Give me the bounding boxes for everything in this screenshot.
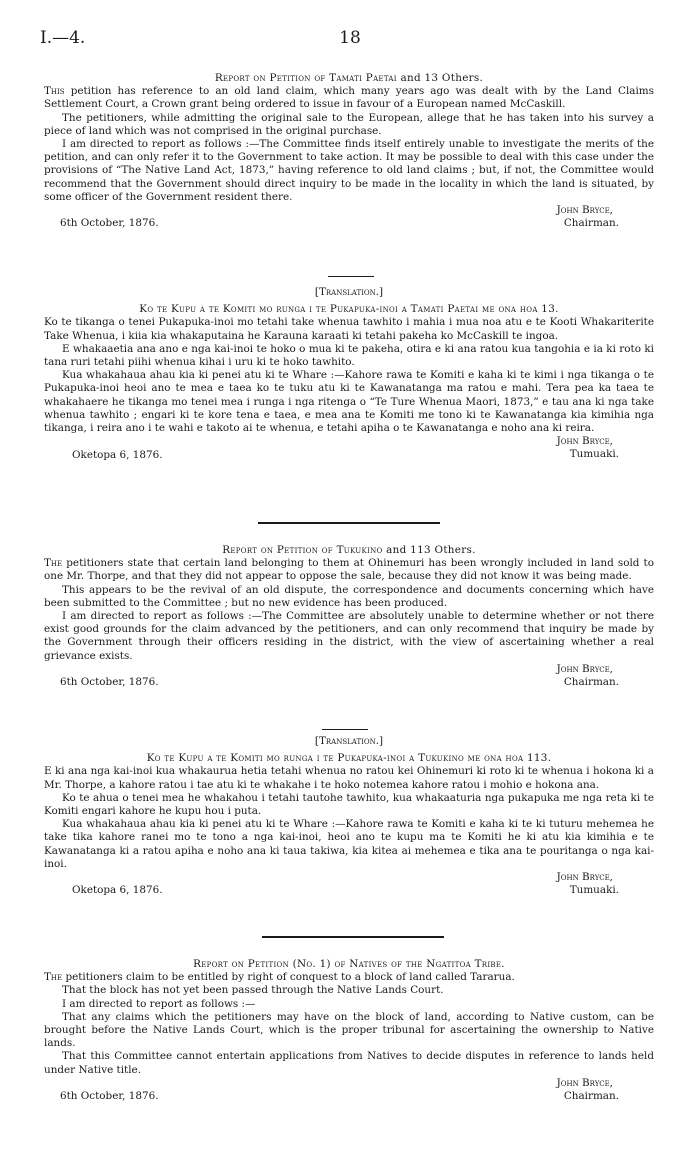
report-date: 6th October, 1876. bbox=[60, 1090, 159, 1103]
section-divider bbox=[258, 522, 440, 524]
paragraph: That this Committee cannot entertain applications from Natives to decide disputes in reference to lands held under Native title. bbox=[44, 1050, 654, 1076]
paragraph: Ko te tikanga o tenei Pukapuka-inoi mo tetahi take whenua tawhito i mahia i mua noa atu e te Kooti Whakariterite Take Whenua, i kiia kia whakaputaina he Karauna karaati ki tetahi pakeha ko McCaskill te ingoa. bbox=[44, 316, 654, 342]
report-title bbox=[44, 544, 654, 557]
signatory-name: John Bryce, bbox=[556, 871, 613, 884]
signatory-role: Tumuaki. bbox=[569, 448, 619, 461]
paragraph: That the block has not yet been passed through the Native Lands Court. bbox=[62, 984, 444, 997]
paragraph: This petition has reference to an old land claim, which many years ago was dealt with by the Land Claims Settlement Court, a Crown grant being ordered to issue in favour of a European named McCaskill. bbox=[44, 85, 654, 111]
report-date: Oketopa 6, 1876. bbox=[72, 884, 163, 897]
translation-tukukino bbox=[44, 735, 654, 898]
title-suffix: and 13 Others. bbox=[396, 72, 484, 84]
translation-label: [Translation.] bbox=[314, 735, 384, 747]
signatory-role: Chairman. bbox=[563, 1090, 619, 1103]
signatory-name: John Bryce, bbox=[556, 1076, 613, 1089]
paragraph: E ki ana nga kai-inoi kua whakaurua hetia tetahi whenua no ratou kei Ohinemuri ki roto ki te whenua i hokona ki a Mr. Thorpe, a kahore ratou i tae atu ki te whakahe i te hoko notemea kahore ratou i mohio e hokona ana. bbox=[44, 765, 654, 791]
petitioner-name: Natives of the Ngatitoa Tribe. bbox=[349, 958, 505, 970]
title-prefix: Report on Petition of bbox=[222, 544, 337, 556]
page-number: 18 bbox=[339, 28, 361, 48]
signatory-role: Tumuaki. bbox=[569, 884, 619, 897]
translation-title: Ko te Kupu a te Komiti mo runga i te Pukapuka-inoi a Tamati Paetai me ona hoa 13. bbox=[139, 303, 559, 316]
report-date: Oketopa 6, 1876. bbox=[72, 448, 163, 461]
report-date: 6th October, 1876. bbox=[60, 676, 159, 689]
signatory-role: Chairman. bbox=[563, 217, 619, 230]
paper-reference: I.—4. bbox=[40, 28, 86, 48]
signatory-name: John Bryce, bbox=[556, 662, 613, 675]
report-date: 6th October, 1876. bbox=[60, 217, 159, 230]
translation-title: Ko te Kupu a te Komiti mo runga i te Pukapuka-inoi a Tukukino me ona hoa 113. bbox=[146, 752, 552, 765]
report-tukukino bbox=[44, 544, 654, 689]
lead-word: The bbox=[44, 971, 63, 984]
petitioner-name: Tukukino bbox=[336, 544, 383, 556]
paragraph: I am directed to report as follows :—The Committee finds itself entirely unable to investigate the merits of the petition, and can only refer it to the Government to take action. It may be possible to deal with this case under the provisions of “The Native Land Act, 1873,” having reference to old land claims ; but, if not, the Committee would recommend that the Government should direct inquiry to be made in the locality in which the land is situated, by some officer of the Government resident there. bbox=[44, 138, 654, 203]
paragraph: Kua whakahaua ahau kia ki penei atu ki te Whare :—Kahore rawa te Komiti e kaha ki te kimi i nga tikanga o te Pukapuka-inoi heoi ano te mea e taea ko te tuku atu ki te Kawanatanga ma ratou e mahi. Tera pea ka taea te whakahaere he tikanga mo tenei mea i runga i nga ritenga o “Te Ture Whenua Maori, 1873,” e tau ana ki nga take whenua tawhito ; engari ki te kore tena e taea, e mea ana te Komiti me tono ki te Kawanatanga kia kimihia nga tikanga, i reira ano i te wahi e takoto ai te whenua, e tetahi apiha o te Kawanatanga e noho ana ki reira. bbox=[44, 369, 654, 435]
report-title bbox=[44, 72, 654, 85]
title-prefix: Report on Petition (No. 1) of bbox=[193, 958, 350, 970]
paragraph: The petitioners, while admitting the original sale to the European, allege that he has taken into his survey a piece of land which was not comprised in the original purchase. bbox=[44, 111, 654, 137]
signatory-name: John Bryce, bbox=[556, 204, 613, 217]
paragraph: Ko te ahua o tenei mea he whakahou i tetahi tautohe tawhito, kua whakaaturia nga pukapuka me nga reta ki te Komiti engari kahore he kupu hou i puta. bbox=[44, 791, 654, 818]
section-divider bbox=[262, 936, 444, 938]
paragraph: I am directed to report as follows :— bbox=[62, 997, 256, 1010]
lead-word: This bbox=[44, 85, 65, 98]
paragraph: The petitioners claim to be entitled by right of conquest to a block of land called Tararua. bbox=[44, 971, 515, 984]
paragraph: E whakaaetia ana ano e nga kai-inoi te hoko o mua ki te pakeha, otira e ki ana ratou kua tangohia e ia ki roto ki tana ruri tetahi piihi whenua kihai i uru ki te hoko tawhito. bbox=[44, 342, 654, 369]
signatory-role: Chairman. bbox=[563, 676, 619, 689]
paragraph: This appears to be the revival of an old dispute, the correspondence and documents concerning which have been submitted to the Committee ; but no new evidence has been produced. bbox=[44, 583, 654, 609]
short-divider bbox=[322, 729, 368, 730]
signatory-name: John Bryce, bbox=[556, 435, 613, 448]
title-suffix: and 113 Others. bbox=[382, 544, 476, 556]
report-title bbox=[44, 958, 654, 971]
lead-word: The bbox=[44, 557, 63, 570]
paragraph: That any claims which the petitioners may have on the block of land, according to Native custom, can be brought before the Native Lands Court, which is the proper tribunal for ascertaining the ownership to Native lands. bbox=[44, 1010, 654, 1050]
translation-tamati-paetai bbox=[44, 286, 654, 462]
paragraph: The petitioners state that certain land belonging to them at Ohinemuri has been wrongly included in land sold to one Mr. Thorpe, and that they did not appear to oppose the sale, because they did not know it was being made. bbox=[44, 557, 654, 583]
petitioner-name: Tamati Paetai bbox=[329, 72, 397, 84]
title-prefix: Report on Petition of bbox=[214, 72, 330, 84]
translation-label: [Translation.] bbox=[314, 286, 384, 298]
paragraph: Kua whakahaua ahau kia ki penei atu ki te Whare :—Kahore rawa te Komiti e kaha ki te ki tuturu mehemea he take tika kahore ranei mo te tono a nga kai-inoi, heoi ano te kupu ma te Komiti he ki atu kia kimihia e te Kawanatanga ki a ratou apiha e noho ana ki taua takiwa, kia kitea ai mehemea e tika ana te pouritanga o nga kai-inoi. bbox=[44, 818, 654, 870]
report-ngatitoa bbox=[44, 958, 654, 1103]
short-divider bbox=[328, 276, 374, 277]
paragraph: I am directed to report as follows :—The Committee are absolutely unable to determine whether or not there exist good grounds for the claim advanced by the petitioners, and can only recommend that inquiry be made by the Government through their officers residing in the district, with the view of ascertaining whether a real grievance exists. bbox=[44, 610, 654, 662]
report-tamati-paetai bbox=[44, 72, 654, 231]
